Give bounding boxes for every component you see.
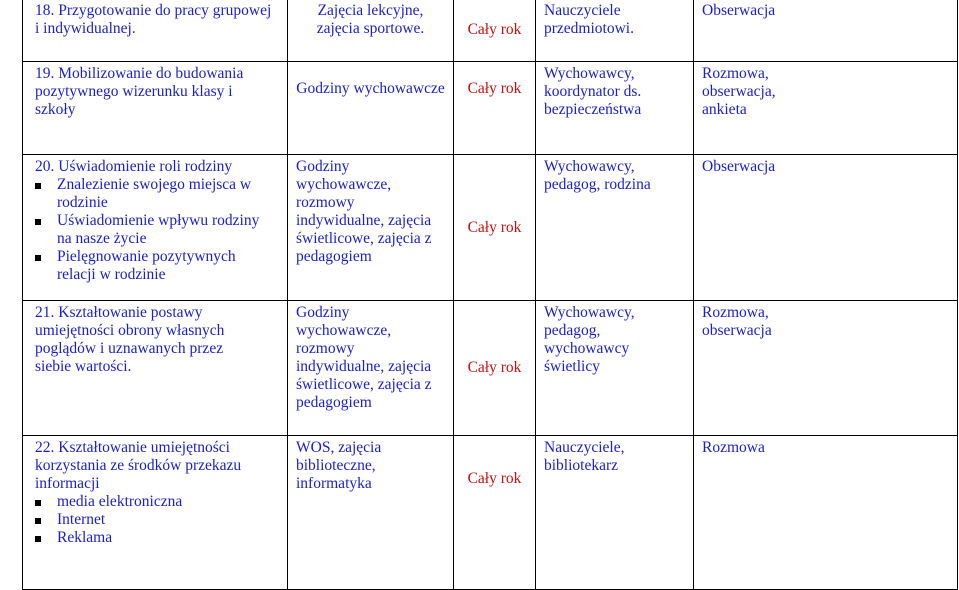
evaluation-text: Obserwacja: [702, 158, 776, 175]
period-cell: [454, 0, 536, 62]
bullet-text: Internet: [57, 511, 106, 528]
forms-cell: [288, 301, 454, 436]
responsible-cell: [536, 0, 694, 62]
table-row-18: [23, 0, 958, 62]
forms-text: Godziny wychowawcze: [296, 80, 445, 97]
bullet-icon: [35, 493, 57, 511]
evaluation-text: Rozmowa, obserwacja, ankieta: [702, 65, 776, 118]
period-text: Cały rok: [467, 470, 522, 487]
bullet-text: Uświadomienie wpływu rodziny na nasze życie: [57, 212, 260, 247]
period-cell: [454, 436, 536, 590]
responsible-text: Wychowawcy, koordynator ds. bezpieczeństwa: [544, 65, 642, 118]
activities-table: [22, 0, 958, 590]
evaluation-text: Rozmowa: [702, 439, 765, 456]
task-cell: [23, 0, 288, 62]
bullet-icon: [35, 176, 57, 194]
forms-text: Godziny wychowawcze, rozmowy indywidualne, zajęcia świetlicowe, zajęcia z pedagogiem: [296, 158, 432, 265]
forms-cell: [288, 0, 454, 62]
forms-text: WOS, zajęcia biblioteczne, informatyka: [296, 439, 382, 492]
task-title: 18. Przygotowanie do pracy grupowej i indywidualnej.: [35, 2, 272, 37]
evaluation-cell: [694, 155, 958, 301]
period-text: Cały rok: [467, 80, 522, 97]
responsible-cell: [536, 436, 694, 590]
bullet-item: [35, 511, 279, 529]
table-row-22: [23, 436, 958, 590]
responsible-cell: [536, 62, 694, 155]
responsible-cell: [536, 301, 694, 436]
table-row-20: [23, 155, 958, 301]
forms-cell: [288, 436, 454, 590]
bullet-icon: [35, 212, 57, 230]
period-text: Cały rok: [467, 218, 522, 236]
bullet-item: [35, 493, 279, 511]
bullet-icon: [35, 511, 57, 529]
responsible-text: Nauczyciele, bibliotekarz: [544, 439, 625, 474]
evaluation-cell: [694, 301, 958, 436]
task-cell: [23, 62, 288, 155]
table-row-21: [23, 301, 958, 436]
task-cell: [23, 301, 288, 436]
bullet-item: [35, 212, 279, 248]
bullet-icon: [35, 529, 57, 547]
bullet-item: [35, 529, 279, 547]
task-cell: [23, 155, 288, 301]
task-title: 19. Mobilizowanie do budowania pozytywnego wizerunku klasy i szkoły: [35, 65, 244, 118]
task-title: 22. Kształtowanie umiejętności korzystania ze środków przekazu informacji: [35, 439, 242, 492]
responsible-text: Wychowawcy, pedagog, rodzina: [544, 158, 651, 193]
forms-text: Zajęcia lekcyjne, zajęcia sportowe.: [316, 2, 425, 37]
task-title: 20. Uświadomienie roli rodziny: [35, 158, 233, 175]
forms-cell: [288, 155, 454, 301]
table-row-19: [23, 62, 958, 155]
evaluation-cell: [694, 436, 958, 590]
period-cell: [454, 301, 536, 436]
bullet-icon: [35, 248, 57, 266]
period-text: Cały rok: [467, 21, 522, 38]
bullet-text: Znalezienie swojego miejsca w rodzinie: [57, 176, 252, 211]
forms-cell: [288, 62, 454, 155]
bullet-item: [35, 176, 279, 212]
bullet-text: Pielęgnowanie pozytywnych relacji w rodzinie: [57, 248, 236, 283]
responsible-text: Nauczyciele przedmiotowi.: [544, 2, 634, 37]
evaluation-cell: [694, 0, 958, 62]
evaluation-text: Obserwacja: [702, 2, 776, 19]
bullet-text: media elektroniczna: [57, 493, 183, 510]
period-cell: [454, 155, 536, 301]
task-cell: [23, 436, 288, 590]
period-cell: [454, 62, 536, 155]
forms-text: Godziny wychowawcze, rozmowy indywidualne, zajęcia świetlicowe, zajęcia z pedagogiem: [296, 304, 432, 411]
responsible-cell: [536, 155, 694, 301]
bullet-text: Reklama: [57, 529, 113, 546]
evaluation-text: Rozmowa, obserwacja: [702, 304, 772, 339]
task-title: 21. Kształtowanie postawy umiejętności obrony własnych poglądów i uznawanych przez siebie wartości.: [35, 304, 225, 375]
evaluation-cell: [694, 62, 958, 155]
bullet-item: [35, 248, 279, 284]
responsible-text: Wychowawcy, pedagog, wychowawcy świetlicy: [544, 304, 635, 375]
period-text: Cały rok: [467, 359, 522, 376]
